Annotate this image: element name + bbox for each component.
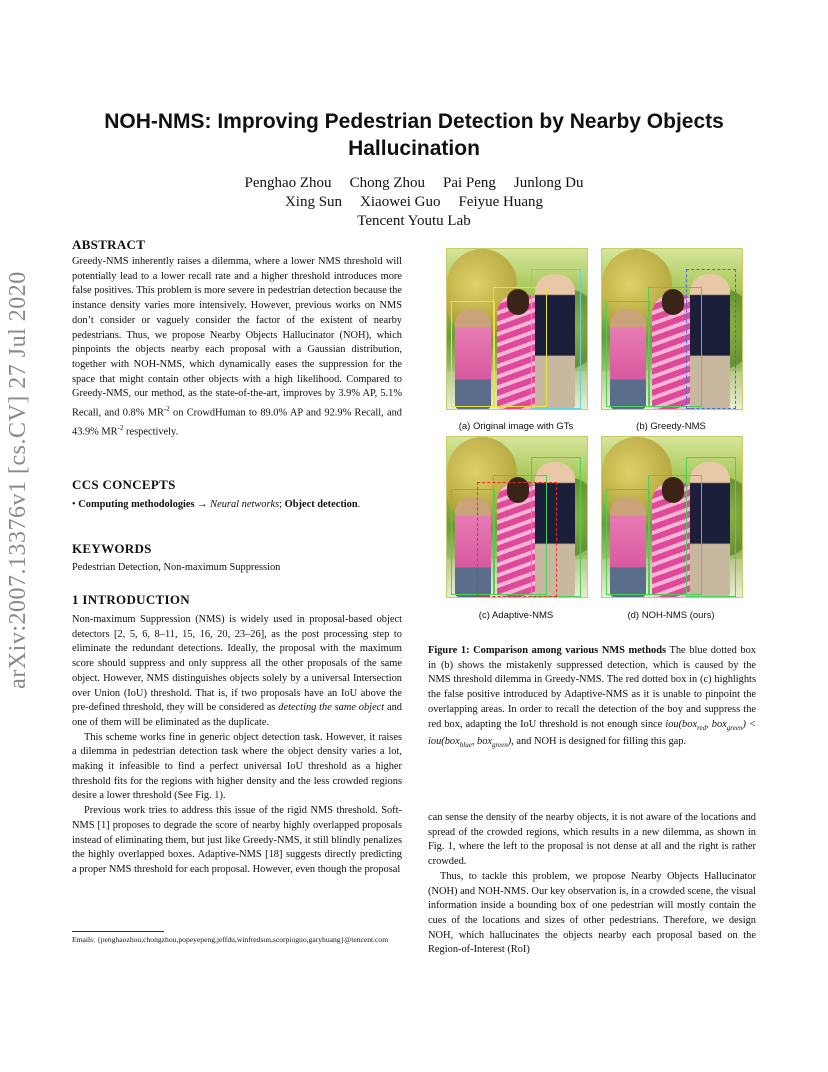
ccs-body (72, 498, 402, 513)
body-paragraph: Thus, to tackle this problem, we propose Nearby Objects Hallucinator (NOH) and NOH-NMS. Our key observation is, in a crowded scene, the visual information inside a bounding box of one pedestrian will mostly contain the cues of the locations and sizes of other pedestrians. Therefore, we design NOH, which hallucinates the objects nearby each proposal based on the Region-of-Interest (RoI) (428, 870, 756, 956)
author: Xiaowei Guo (360, 194, 441, 210)
caption-label: Figure 1: Comparison among various NMS methods (428, 645, 667, 656)
math-sub: green (726, 723, 743, 732)
ccs-heading: CCS CONCEPTS (72, 477, 176, 492)
math: ) < iou(box (428, 718, 756, 748)
caption-text: , and NOH is designed for filling this gap. (511, 736, 687, 748)
author: Junlong Du (513, 175, 584, 191)
superscript: -2 (117, 424, 124, 433)
figure-subcaption-b: (b) Greedy-NMS (636, 421, 706, 432)
authors-line-2 (60, 193, 768, 212)
figure-panel-c (446, 436, 588, 598)
figure-panel-b (601, 248, 743, 410)
arxiv-watermark: arXiv:2007.13376v1 [cs.CV] 27 Jul 2020 (5, 271, 31, 689)
bounding-box (531, 269, 581, 409)
ccs-term: Computing methodologies (78, 499, 195, 510)
abstract-body (72, 255, 402, 440)
bounding-box (606, 301, 650, 407)
keywords-heading: KEYWORDS (72, 541, 152, 556)
abstract-text: on CrowdHuman to 89.0% AP and 92.9% Recall, and 43.9% MR (72, 407, 403, 438)
separator: ; (279, 499, 285, 510)
ccs-term: Neural networks (210, 499, 280, 510)
figure-panel-d (601, 436, 743, 598)
footnote-rule (72, 931, 164, 932)
figure-subcaption-a: (a) Original image with GTs (458, 421, 574, 432)
author: Penghao Zhou (244, 175, 332, 191)
math-sub: blue (459, 741, 472, 750)
math: , box (471, 736, 493, 748)
body-paragraph: can sense the density of the nearby objects, it is not aware of the locations and spread of the crowded regions, which results in a new dilemma, as shown in Fig. 1, where the left to the proposal is not dense at all and the right is rather crowded. (428, 812, 756, 868)
keywords-body: Pedestrian Detection, Non-maximum Suppression (72, 562, 281, 573)
math-sub: red (697, 723, 707, 732)
right-column-body (428, 811, 756, 958)
abstract-text: respectively. (123, 426, 179, 438)
authors-line-1 (60, 174, 768, 193)
bounding-box (686, 457, 736, 597)
suppressed-box (686, 269, 736, 409)
punct: . (357, 499, 361, 510)
bounding-box (451, 301, 495, 407)
author: Chong Zhou (349, 175, 425, 191)
intro-text: Non-maximum Suppression (NMS) is widely used in proposal-based object detectors [2, 5, 6, 8–11, 15, 16, 20, 23–26], as the post processing step to eliminate the redundant detections. Ideally, the proposal with the maximum score should suppress and only suppress all the other proposals of the same object. However, NMS distinguishes objects solely by a universal Intersection over Union (IoU) threshold. That is, if two proposals have an IoU above the pre-defined threshold, they will be considered as (72, 614, 402, 714)
author: Pai Peng (442, 175, 496, 191)
bullet: • (72, 499, 79, 510)
affiliation: Tencent Youtu Lab (357, 213, 471, 229)
intro-heading: 1 INTRODUCTION (72, 592, 190, 607)
author: Xing Sun (284, 194, 343, 210)
figure-subcaption-c: (c) Adaptive-NMS (478, 610, 554, 621)
caption-text: The blue dotted box in (b) shows the mistakenly suppressed detection, which is caused by the NMS threshold dilemma in Greedy-NMS. The red dotted box in (c) highlights the false positive introduced by Adaptive-NMS as it is unable to pinpoint the overlapping areas. In order to recall the detection of the boy and suppress the red box, adapting the IoU threshold is not enough since (428, 645, 756, 730)
footnote: Emails: {penghaozhou,chongzhou,popeyepeng,jeffdu,winfredsun,scorpioguo,garyhuang}@tencent.com (72, 935, 389, 944)
math: ) (507, 736, 512, 748)
abstract-text: Greedy-NMS inherently raises a dilemma, where a lower NMS threshold will potentially lead to a lower recall rate and a higher threshold introduces more false positives. This problem is more severe in pedestrian detection because the instance density varies more intensively. However, previous works on NMS don’t consider or vaguely consider the factor of the existent of nearby pedestrians. Thus, we propose Nearby Objects Hallucinator (NOH), which pinpoints the objects nearby each proposal with a Gaussian distribution, together with NOH-NMS, which dynamically eases the suppression for the space that might contain other objects with a high likelihood. Compared to Greedy-NMS, our method, as the state-of-the-art, improves by 3.9% AP, 5.1% Recall, and 0.8% MR (72, 256, 402, 419)
ccs-term: Object detection (284, 499, 358, 510)
paper-title: NOH-NMS: Improving Pedestrian Detection by Nearby Objects Hallucination (104, 110, 724, 160)
false-positive-box (477, 482, 557, 597)
math-sub: green (492, 741, 508, 750)
figure-subcaption-d: (d) NOH-NMS (ours) (627, 610, 715, 621)
intro-text: and one of them will be eliminated as the duplicate. (72, 702, 402, 728)
intro-body (72, 613, 402, 878)
intro-paragraph: Previous work tries to address this issue of the rigid NMS threshold. Soft-NMS [1] proposes to degrade the score of nearby highly overlapped proposals instead of eliminating them, but just like Greedy-NMS, it still blindly penalizes the highly overlapped boxes. Adaptive-NMS [18] suggests directly predicting a proper NMS threshold for each proposal. However, even though the proposal (72, 805, 402, 875)
bounding-box (606, 489, 650, 595)
math: iou(box (665, 718, 698, 730)
math: , box (706, 718, 727, 730)
intro-paragraph: This scheme works fine in generic object detection task. However, it raises a dilemma in pedestrian detection task where the object density varies a lot, making it infeasible to find a perfect universal IoU threshold as a higher threshold fits for the regions with higher density and the less crowded regions desire a lower threshold (See Fig. 1). (72, 731, 402, 802)
figure-caption (428, 644, 756, 753)
author: Feiyue Huang (458, 194, 544, 210)
arrow: → (194, 499, 211, 510)
abstract-heading: ABSTRACT (72, 237, 146, 252)
intro-italic: detecting the same object (278, 702, 385, 714)
figure-panel-a (446, 248, 588, 410)
superscript: -2 (163, 405, 170, 414)
